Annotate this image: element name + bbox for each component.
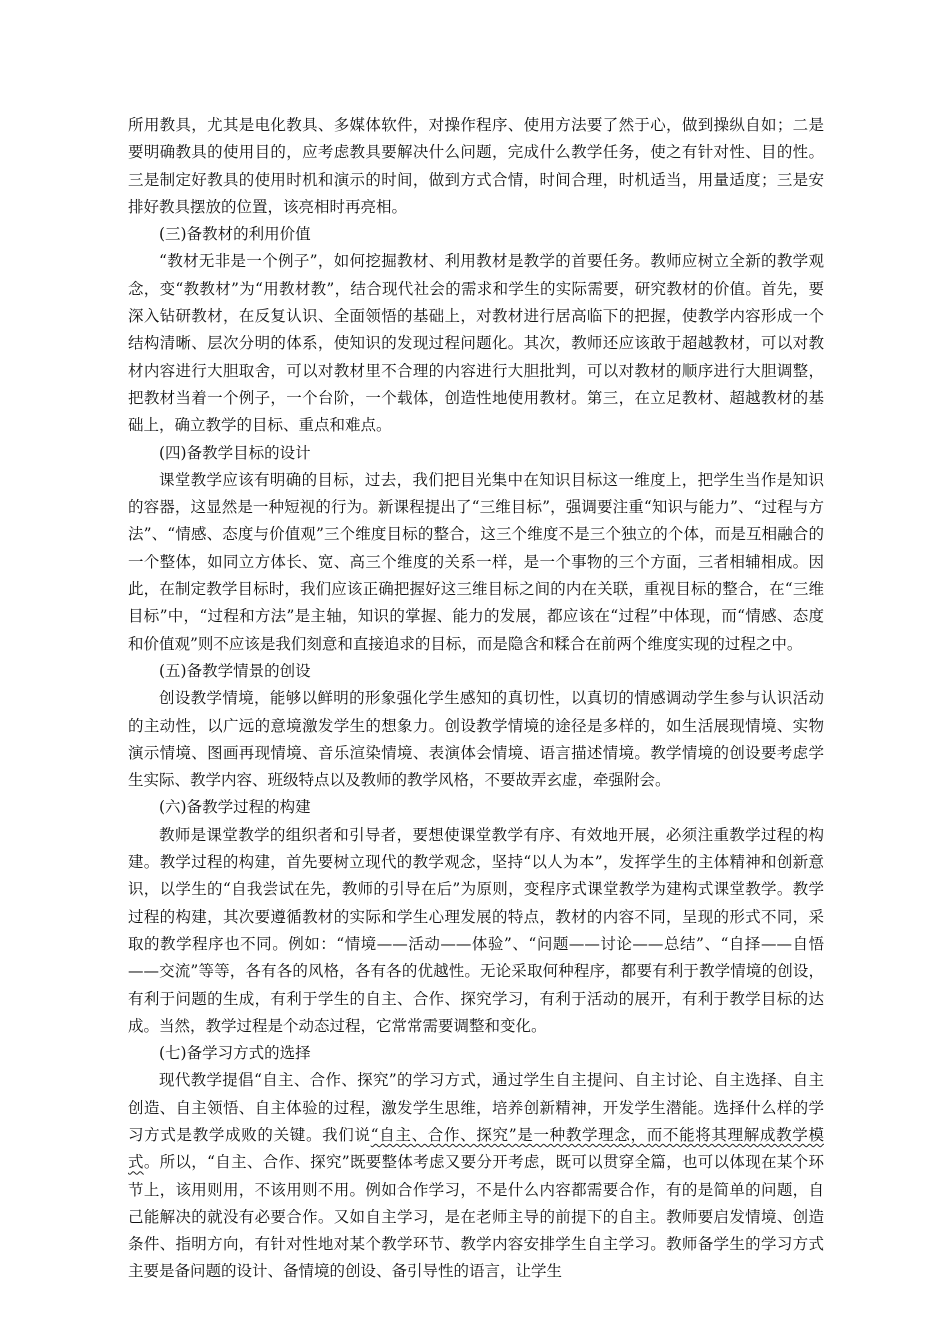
section-7-body-start: 现代教学提倡“自主、合作、探究”的学习方式，通过学生自主提问、自主讨论、自主选择、自主创造、自主领悟、自主体验的过程，激发学生思维，培养创新精神，开发学生潜能。选择什么样的学习方式是教学成败的关键。我们说 — [128, 1071, 824, 1144]
intro-paragraph: 所用教具，尤其是电化教具、多媒体软件，对操作程序、使用方法要了然于心，做到操纵自如；二是要明确教具的使用目的，应考虑教具要解决什么问题，完成什么教学任务，使之有针对性、目的性。三是制定好教具的使用时机和演示的时间，做到方式合情，时间合理，时机适当，用量适度；三是安排好教具摆放的位置，该亮相时再亮相。 — [128, 116, 824, 216]
section-7-body-end: 。所以，“自主、合作、探究”既要整体考虑又要分开考虑，既可以贯穿全篇，也可以体现在某个环节上，该用则用，不该用则不用。例如合作学习，不是什么内容都需要合作，有的是简单的问题，自己能解决的就没有必要合作。又如自主学习，是在老师主导的前提下的自主。教师要启发情境、创造条件、指明方向，有针对性地对某个教学环节、教学内容安排学生自主学习。教师备学生的学习方式主要是备问题的设计、备情境的创设、备引导性的语言，让学生 — [128, 1153, 824, 1281]
underlined-phrase: “自主、合作、探究”是一种教学理念，而不能将其理解成教学模式 — [128, 1125, 824, 1172]
document-page — [128, 112, 824, 1286]
section-4-body: 课堂教学应该有明确的目标，过去，我们把目光集中在知识目标这一维度上，把学生当作是知识的容器，这显然是一种短视的行为。新课程提出了“三维目标”，强调要注重“知识与能力”、“过程与方法”、“情感、态度与价值观”三个维度目标的整合，这三个维度不是三个独立的个体，而是互相融合的一个整体，如同立方体长、宽、高三个维度的关系一样，是一个事物的三个方面，三者相辅相成。因此，在制定教学目标时，我们应该正确把握好这三维目标之间的内在关联，重视目标的整合，在“三维目标”中，“过程和方法”是主轴，知识的掌握、能力的发展，都应该在“过程”中体现，而“情感、态度和价值观”则不应该是我们刻意和直接追求的目标，而是隐含和糅合在前两个维度实现的过程之中。 — [128, 470, 824, 653]
section-4-heading: (四)备教学目标的设计 — [159, 443, 311, 462]
section-3-body: “教材无非是一个例子”，如何挖掘教材、利用教材是教学的首要任务。教师应树立全新的教学观念，变“教教材”为“用教材教”，结合现代社会的需求和学生的实际需要，研究教材的价值。首先，要深入钻研教材，在反复认识、全面领悟的基础上，对教材进行居高临下的把握，使教学内容形成一个结构清晰、层次分明的体系，使知识的发现过程问题化。其次，教师还应该敢于超越教材，可以对教材内容进行大胆取舍，可以对教材里不合理的内容进行大胆批判，可以对教材的顺序进行大胆调整，把教材当着一个例子，一个台阶，一个载体，创造性地使用教材。第三，在立足教材、超越教材的基础上，确立教学的目标、重点和难点。 — [128, 252, 824, 435]
section-3-heading: (三)备教材的利用价值 — [159, 225, 311, 244]
section-7-body — [128, 1067, 824, 1285]
section-5-body: 创设教学情境，能够以鲜明的形象强化学生感知的真切性，以真切的情感调动学生参与认识活动的主动性，以广远的意境激发学生的想象力。创设教学情境的途径是多样的，如生活展现情境、实物演示情境、图画再现情境、音乐渲染情境、表演体会情境、语言描述情境。教学情境的创设要考虑学生实际、教学内容、班级特点以及教师的教学风格，不要故弄玄虚，牵强附会。 — [128, 689, 824, 790]
section-6-heading: (六)备教学过程的构建 — [159, 798, 311, 817]
section-7-heading: (七)备学习方式的选择 — [159, 1044, 311, 1063]
section-6-body: 教师是课堂教学的组织者和引导者，要想使课堂教学有序、有效地开展，必须注重教学过程的构建。教学过程的构建，首先要树立现代的教学观念，坚持“以人为本”，发挥学生的主体精神和创新意识，以学生的“自我尝试在先，教师的引导在后”为原则，变程序式课堂教学为建构式课堂教学。教学过程的构建，其次要遵循教材的实际和学生心理发展的特点，教材的内容不同，呈现的形式不同，采取的教学程序也不同。例如：“情境——活动——体验”、“问题——讨论——总结”、“自择——自悟——交流”等等，各有各的风格，各有各的优越性。无论采取何种程序，都要有利于教学情境的创设，有利于问题的生成，有利于学生的自主、合作、探究学习，有利于活动的展开，有利于教学目标的达成。当然，教学过程是个动态过程，它常常需要调整和变化。 — [128, 825, 824, 1035]
section-5-heading: (五)备教学情景的创设 — [159, 661, 311, 680]
